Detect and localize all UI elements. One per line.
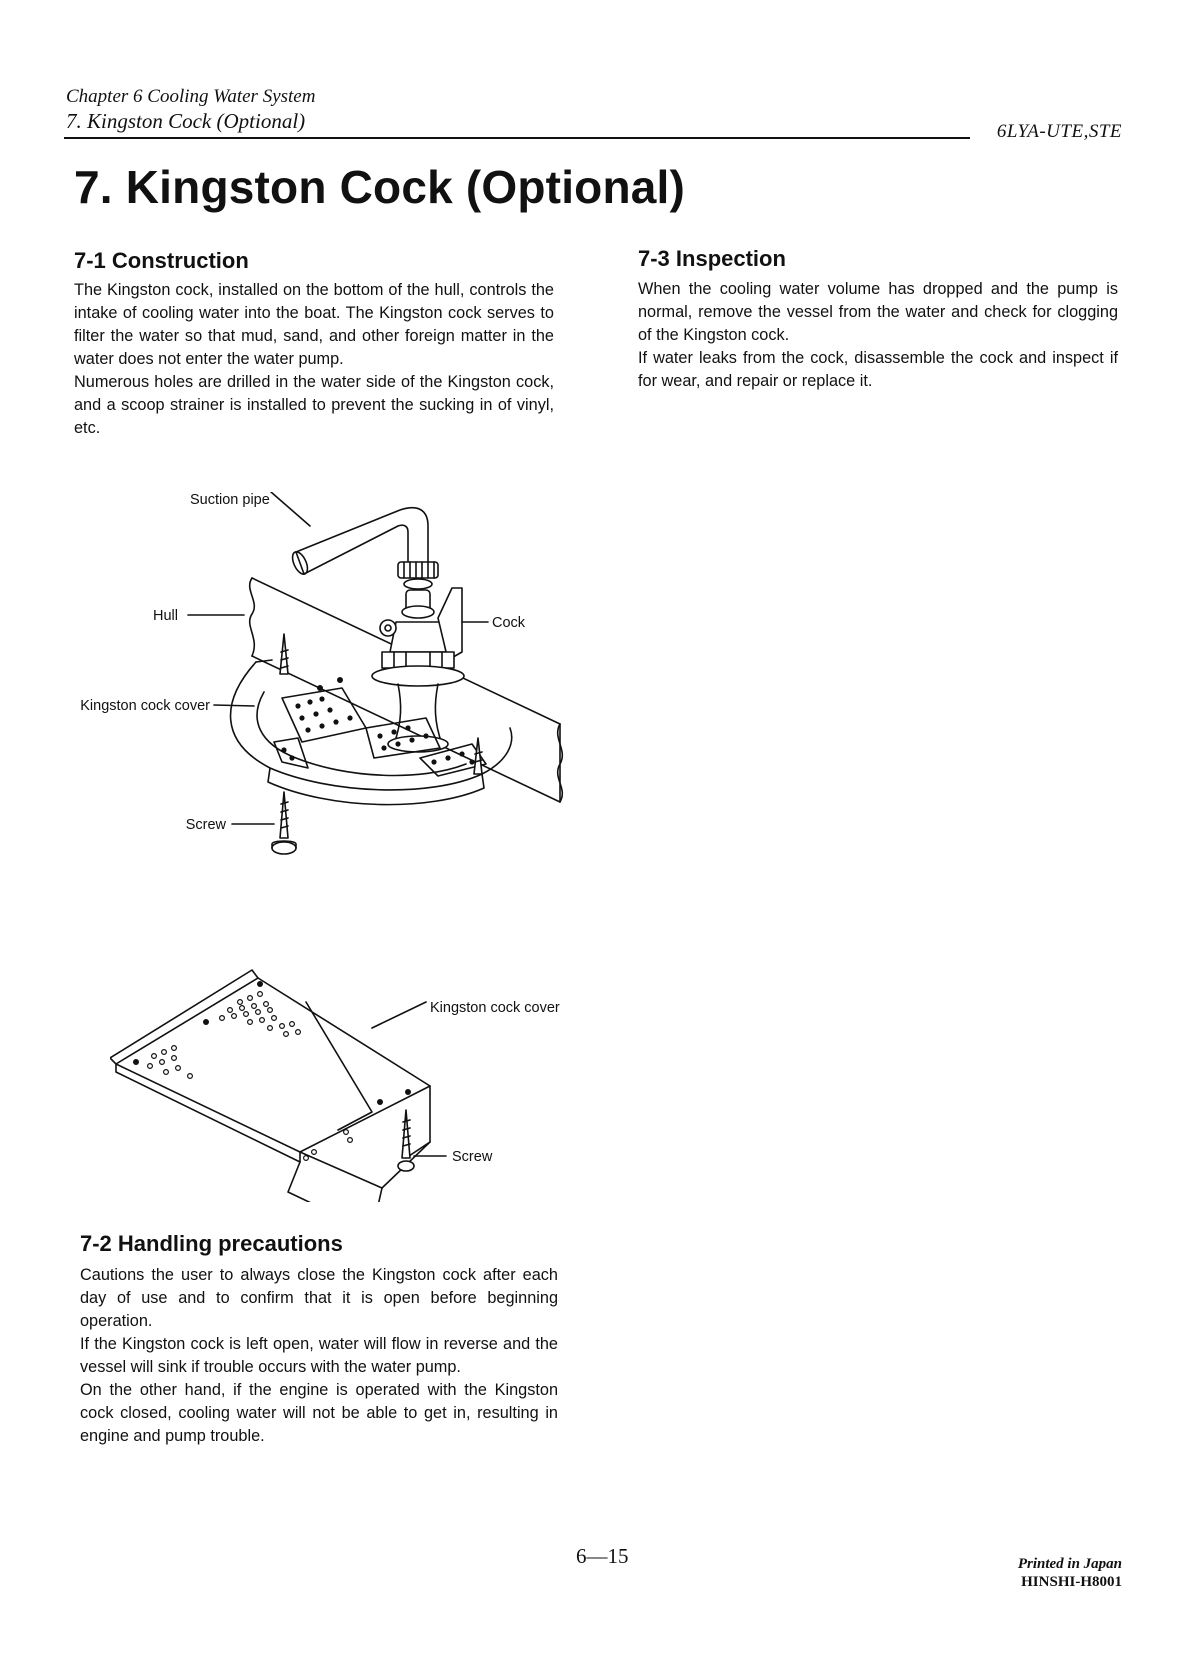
kingston-cock-installation-figure — [70, 492, 590, 922]
header-rule — [64, 137, 970, 139]
label-kingston-cock-cover: Kingston cock cover — [80, 698, 210, 714]
header-section: 7. Kingston Cock (Optional) — [66, 109, 306, 133]
handling-paragraph: If the Kingston cock is left open, water will flow in reverse and the vessel will sink if trouble occurs with the water pump. — [80, 1335, 558, 1376]
suction-pipe-drawing — [289, 508, 438, 589]
label-cover: Kingston cock cover — [430, 1000, 560, 1016]
construction-title: 7-1 Construction — [74, 248, 249, 273]
cover-plate-drawing — [110, 970, 430, 1202]
header-model: 6LYA-UTE,STE — [996, 121, 1122, 142]
handling-paragraph: Cautions the user to always close the Kingston cock after each day of use and to confirm that it is open before beginning operation. — [80, 1266, 558, 1330]
handling-paragraph: On the other hand, if the engine is operated with the Kingston cock closed, cooling water will not be able to get in, resulting in engine and pump trouble. — [80, 1381, 558, 1445]
inspection-body — [638, 278, 1118, 393]
cock-drawing — [372, 588, 464, 752]
construction-paragraph: Numerous holes are drilled in the water side of the Kingston cock, and a scoop strainer is installed to prevent the sucking in of vinyl, etc. — [74, 373, 554, 437]
construction-body — [74, 279, 554, 440]
construction-paragraph: The Kingston cock, installed on the bottom of the hull, controls the intake of cooling water into the boat. The Kingston cock serves to filter the water so that mud, sand, and other foreign matter in the water does not enter the water pump. — [74, 281, 554, 368]
handling-title: 7-2 Handling precautions — [80, 1231, 343, 1256]
label-suction-pipe: Suction pipe — [190, 492, 270, 508]
label-cover-screw: Screw — [452, 1149, 493, 1165]
cover-screw-drawing — [398, 1110, 414, 1171]
header-chapter: Chapter 6 Cooling Water System — [66, 86, 316, 107]
inspection-title: 7-3 Inspection — [638, 246, 786, 271]
handling-body — [80, 1264, 558, 1448]
inspection-paragraph: If water leaks from the cock, disassemble the cock and inspect if for wear, and repair or replace it. — [638, 349, 1118, 390]
page-number: 6—15 — [576, 1544, 629, 1568]
label-hull: Hull — [153, 608, 178, 624]
label-cock: Cock — [492, 615, 526, 631]
footer-code: HINSHI-H8001 — [1021, 1574, 1122, 1590]
kingston-cock-cover-figure — [110, 962, 590, 1202]
inspection-paragraph: When the cooling water volume has dropped and the pump is normal, remove the vessel from the water and check for clogging of the Kingston cock. — [638, 280, 1118, 344]
page-title: 7. Kingston Cock (Optional) — [74, 161, 686, 213]
footer-printed: Printed in Japan — [1017, 1556, 1122, 1572]
label-screw: Screw — [185, 817, 226, 833]
